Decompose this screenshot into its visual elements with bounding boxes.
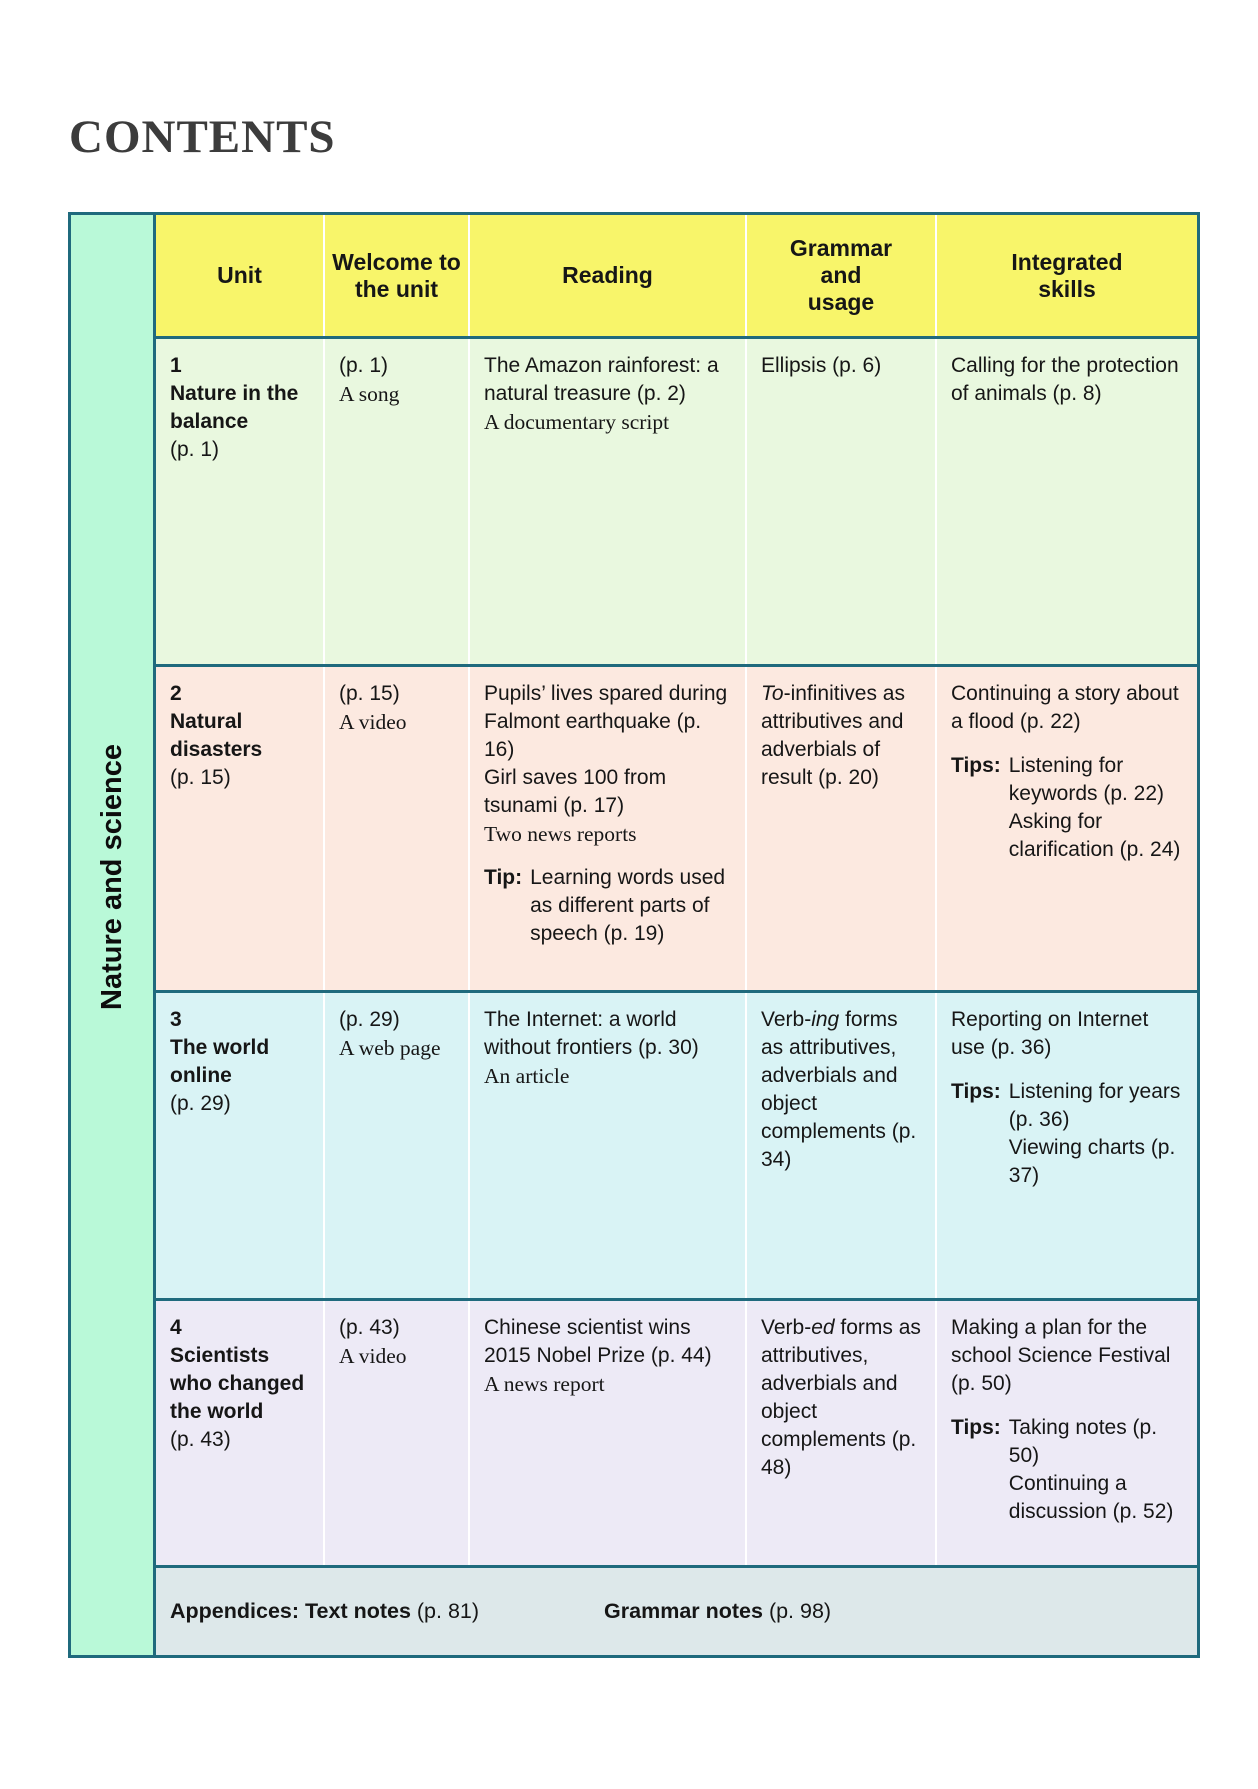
tip-line: Listening for keywords (p. 22) — [1008, 754, 1165, 805]
tip-label: Tips: — [951, 1080, 1001, 1103]
grammar-notes — [604, 1599, 831, 1624]
welcome-page: (p. 43) — [339, 1316, 400, 1339]
tip-label: Tip: — [484, 866, 523, 889]
appendices-label: Appendices: Text notes — [170, 1599, 411, 1623]
tip-label: Tips: — [951, 754, 1001, 777]
header-line: Integrated — [1011, 248, 1123, 275]
header-cell-skills — [935, 215, 1197, 336]
unit-number: 3 — [170, 1008, 182, 1031]
welcome-genre-text: A web page — [339, 1036, 441, 1060]
header-cell-welcome — [323, 215, 468, 336]
skills-cell — [935, 339, 1197, 664]
welcome-page: (p. 29) — [339, 1008, 400, 1031]
header-cell-reading — [468, 215, 745, 336]
reading-cell — [468, 993, 745, 1298]
reading-genre-text: A news report — [484, 1372, 605, 1396]
tip-content — [1009, 1414, 1183, 1526]
grammar-italic-term: ing — [811, 1008, 840, 1031]
skills-paragraph: Calling for the protection of animals (p. 8) — [951, 354, 1179, 405]
contents-table — [68, 212, 1200, 1658]
header-cell-unit — [156, 215, 323, 336]
unit-cell — [156, 667, 323, 990]
grammar-text: Ellipsis (p. 6) — [761, 354, 882, 377]
header-line: Welcome to — [332, 248, 461, 275]
grammar-paragraph — [761, 680, 921, 792]
welcome-genre-text: A video — [339, 710, 407, 734]
unit-page: (p. 1) — [170, 438, 220, 461]
header-line: the unit — [354, 275, 439, 302]
grammar-italic-term: To — [761, 682, 784, 705]
reading-paragraph: Chinese scientist wins 2015 Nobel Prize (p. 44) — [484, 1316, 712, 1367]
tip-content — [1009, 1078, 1183, 1190]
header-line: skills — [1038, 275, 1096, 302]
grammar-cell — [745, 667, 935, 990]
grammar-cell — [745, 339, 935, 664]
unit-page: (p. 15) — [170, 766, 231, 789]
unit-title: The world online — [170, 1036, 270, 1087]
reading-tip-block — [484, 864, 731, 948]
tip-content — [530, 864, 731, 948]
skills-paragraph: Making a plan for the school Science Festival (p. 50) — [951, 1316, 1171, 1395]
table-row-unit-3 — [156, 993, 1197, 1301]
skills-cell — [935, 667, 1197, 990]
welcome-genre-text: A video — [339, 1344, 407, 1368]
appendices-text-notes — [170, 1599, 479, 1624]
grammar-text: forms as attributives, adverbials and object complements (p. 48) — [761, 1316, 921, 1479]
header-cell-grammar — [745, 215, 935, 336]
welcome-cell — [323, 667, 468, 990]
sidebar-label: Nature and science — [95, 744, 128, 1010]
reading-genre-text: Two news reports — [484, 822, 637, 846]
reading-cell — [468, 667, 745, 990]
unit-number: 2 — [170, 682, 182, 705]
unit-title: Scientists who changed the world — [170, 1344, 305, 1423]
tip-label: Tips: — [951, 1416, 1001, 1439]
appendices-page: (p. 81) — [410, 1599, 480, 1623]
header-line: Unit — [217, 262, 262, 288]
skills-paragraph: Reporting on Internet use (p. 36) — [951, 1008, 1149, 1059]
reading-paragraph: Girl saves 100 from tsunami (p. 17) — [484, 766, 667, 817]
header-line: Reading — [562, 262, 653, 288]
reading-paragraph: Pupils’ lives spared during Falmont earthquake (p. 16) — [484, 682, 728, 761]
grammar-notes-page: (p. 98) — [762, 1599, 832, 1623]
grammar-paragraph — [761, 1314, 921, 1482]
table-row-unit-2 — [156, 667, 1197, 993]
tip-line: Learning words used as different parts of speech (p. 19) — [530, 866, 726, 945]
reading-paragraph: The Amazon rainforest: a natural treasure (p. 2) — [484, 354, 719, 405]
header-line: and — [820, 262, 862, 288]
unit-cell — [156, 339, 323, 664]
skills-cell — [935, 1301, 1197, 1565]
skills-tip-block — [951, 1414, 1183, 1526]
grammar-text: Verb- — [761, 1316, 812, 1339]
table-main — [156, 215, 1197, 1655]
grammar-text: forms as attributives, adverbials and object complements (p. 34) — [761, 1008, 917, 1171]
header-row — [156, 215, 1197, 339]
unit-page: (p. 29) — [170, 1092, 231, 1115]
welcome-cell — [323, 993, 468, 1298]
header-line: usage — [807, 289, 875, 315]
reading-genre-text: A documentary script — [484, 410, 670, 434]
grammar-italic-term: ed — [811, 1316, 835, 1339]
table-row-unit-4 — [156, 1301, 1197, 1568]
unit-number: 1 — [170, 354, 182, 377]
unit-page: (p. 43) — [170, 1428, 231, 1451]
welcome-page: (p. 1) — [339, 354, 389, 377]
welcome-cell — [323, 339, 468, 664]
table-row-unit-1 — [156, 339, 1197, 667]
grammar-notes-label: Grammar notes — [604, 1599, 763, 1623]
skills-tip-block — [951, 752, 1183, 864]
unit-title: Natural disasters — [170, 710, 263, 761]
skills-cell — [935, 993, 1197, 1298]
welcome-cell — [323, 1301, 468, 1565]
tip-line: Viewing charts (p. 37) — [1008, 1136, 1176, 1187]
header-line: Grammar — [789, 235, 893, 261]
grammar-cell — [745, 993, 935, 1298]
appendices-row — [156, 1568, 1197, 1655]
unit-number: 4 — [170, 1316, 182, 1339]
skills-paragraph: Continuing a story about a flood (p. 22) — [951, 682, 1179, 733]
welcome-genre-text: A song — [339, 382, 400, 406]
unit-title: Nature in the balance — [170, 382, 299, 433]
tip-line: Taking notes (p. 50) — [1008, 1416, 1158, 1467]
unit-cell — [156, 1301, 323, 1565]
unit-cell — [156, 993, 323, 1298]
tip-content — [1009, 752, 1183, 864]
reading-genre-text: An article — [484, 1064, 570, 1088]
grammar-paragraph — [761, 352, 921, 380]
tip-line: Continuing a discussion (p. 52) — [1008, 1472, 1174, 1523]
reading-paragraph: The Internet: a world without frontiers (p. 30) — [484, 1008, 699, 1059]
grammar-text: Verb- — [761, 1008, 812, 1031]
page-title: CONTENTS — [69, 111, 336, 163]
grammar-cell — [745, 1301, 935, 1565]
tip-line: Asking for clarification (p. 24) — [1008, 810, 1181, 861]
unit-group-sidebar — [71, 215, 156, 1655]
grammar-text: -infinitives as attributives and adverbials of result (p. 20) — [761, 682, 905, 789]
grammar-paragraph — [761, 1006, 921, 1174]
welcome-page: (p. 15) — [339, 682, 400, 705]
reading-cell — [468, 1301, 745, 1565]
reading-cell — [468, 339, 745, 664]
skills-tip-block — [951, 1078, 1183, 1190]
tip-line: Listening for years (p. 36) — [1008, 1080, 1181, 1131]
